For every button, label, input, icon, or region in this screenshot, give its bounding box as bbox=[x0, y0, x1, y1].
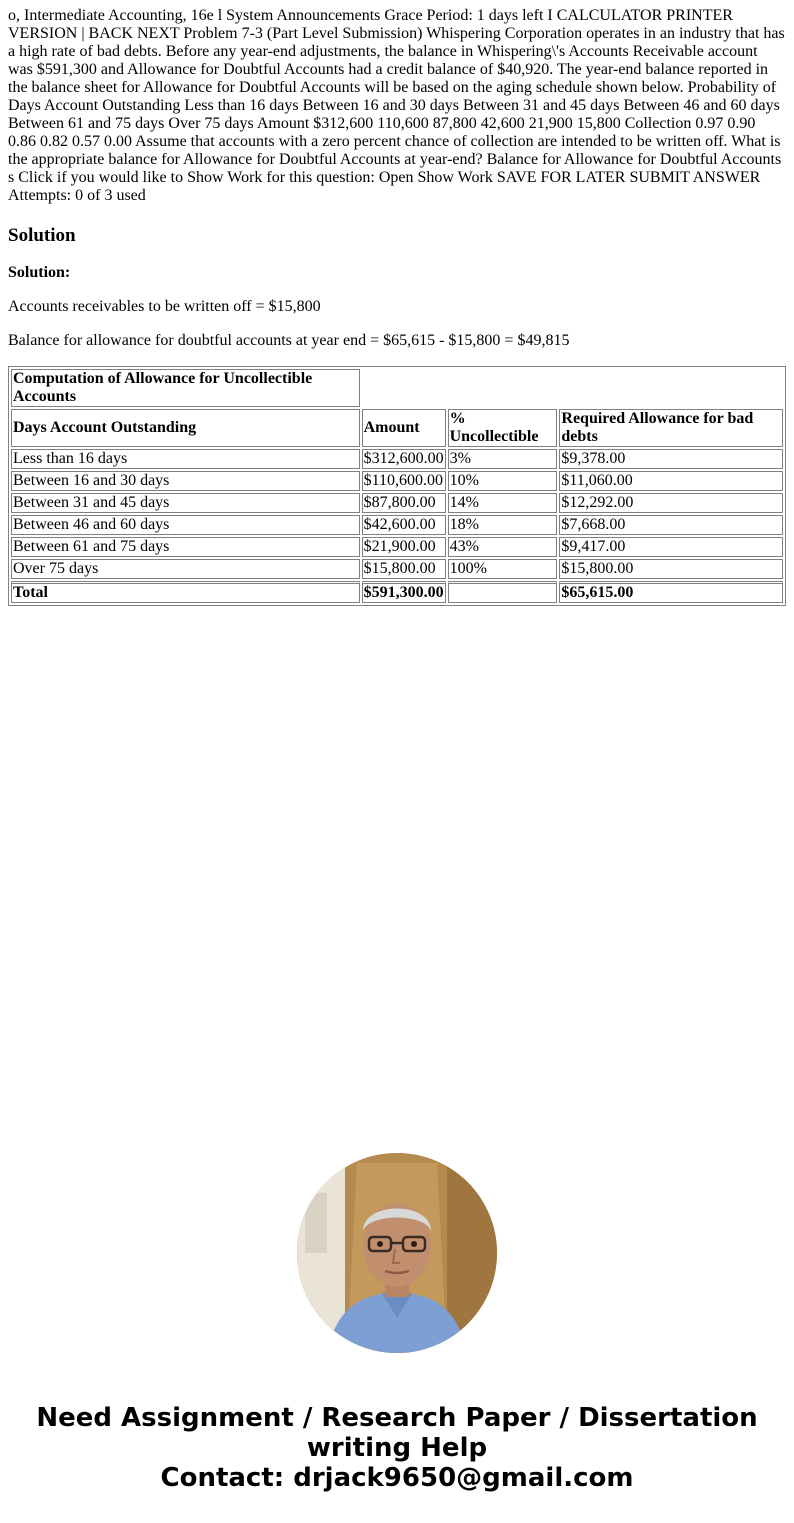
footer-line-2: writing Help bbox=[306, 1433, 488, 1463]
row-pct: 10% bbox=[448, 471, 558, 491]
table-title: Computation of Allowance for Uncollectible Accounts bbox=[11, 369, 360, 407]
footer-line-3: Contact: drjack9650@gmail.com bbox=[160, 1463, 634, 1493]
balance-line: Balance for allowance for doubtful accounts at year end = $65,615 - $15,800 = $49,815 bbox=[8, 332, 570, 349]
table-title-row bbox=[11, 369, 783, 407]
row-pct: 100% bbox=[448, 559, 558, 579]
table-row bbox=[11, 559, 783, 579]
row-pct: 43% bbox=[448, 537, 558, 557]
footer-contact bbox=[0, 1403, 794, 1493]
allowance-table bbox=[8, 366, 786, 606]
row-days: Less than 16 days bbox=[11, 449, 360, 469]
row-pct: 14% bbox=[448, 493, 558, 513]
writeoff-line: Accounts receivables to be written off = $15,800 bbox=[8, 298, 321, 315]
total-pct-empty bbox=[448, 581, 558, 603]
header-days: Days Account Outstanding bbox=[11, 409, 360, 447]
row-amount: $15,800.00 bbox=[362, 559, 446, 579]
table-row bbox=[11, 493, 783, 513]
table-row bbox=[11, 515, 783, 535]
header-required: Required Allowance for bad debts bbox=[559, 409, 783, 447]
total-required: $65,615.00 bbox=[559, 581, 783, 603]
row-days: Between 16 and 30 days bbox=[11, 471, 360, 491]
header-pct: % Uncollectible bbox=[448, 409, 558, 447]
row-required: $9,417.00 bbox=[559, 537, 783, 557]
row-amount: $312,600.00 bbox=[363, 450, 444, 467]
total-label: Total bbox=[11, 581, 360, 603]
row-required: $7,668.00 bbox=[559, 515, 783, 535]
row-required: $15,800.00 bbox=[559, 559, 783, 579]
table-row bbox=[11, 449, 783, 469]
row-days: Between 61 and 75 days bbox=[11, 537, 360, 557]
row-pct: 18% bbox=[448, 515, 558, 535]
row-required: $12,292.00 bbox=[559, 493, 783, 513]
total-amount: $591,300.00 bbox=[362, 581, 446, 603]
footer-line-1: Need Assignment / Research Paper / Dissertation bbox=[36, 1403, 758, 1433]
author-avatar bbox=[297, 1153, 497, 1353]
table-row bbox=[11, 471, 783, 491]
row-amount: $21,900.00 bbox=[362, 537, 446, 557]
solution-heading: Solution bbox=[8, 225, 76, 246]
table-total-row bbox=[11, 581, 783, 603]
row-days: Between 46 and 60 days bbox=[11, 515, 360, 535]
page-content bbox=[8, 7, 786, 606]
row-amount: $42,600.00 bbox=[362, 515, 446, 535]
table-header-row bbox=[11, 409, 783, 447]
author-portrait bbox=[297, 1153, 497, 1353]
table-row bbox=[11, 537, 783, 557]
row-days: Over 75 days bbox=[11, 559, 360, 579]
header-amount: Amount bbox=[362, 409, 446, 447]
row-amount: $110,600.00 bbox=[362, 471, 446, 491]
row-pct: 3% bbox=[448, 449, 558, 469]
row-days: Between 31 and 45 days bbox=[11, 493, 360, 513]
solution-label: Solution: bbox=[8, 264, 71, 281]
row-amount: $87,800.00 bbox=[362, 493, 446, 513]
row-required: $9,378.00 bbox=[559, 449, 783, 469]
question-text: o, Intermediate Accounting, 16e l System Announcements Grace Period: 1 days left I CALCULATOR PRINTER VERSION | BACK NEXT Problem 7-3 (Part Level Submission) Whispering Corporation operates in an industry that has a high rate of bad debts. Before any year-end adjustments, the balance in Whispering\'s Accounts Receivable account was $591,300 and Allowance for Doubtful Accounts had a credit balance of $40,920. The year-end balance reported in the balance sheet for Allowance for Doubtful Accounts will be based on the aging schedule shown below. Probability of Days Account Outstanding Less than 16 days Between 16 and 30 days Between 31 and 45 days Between 46 and 60 days Between 61 and 75 days Over 75 days Amount $312,600 110,600 87,800 42,600 21,900 15,800 Collection 0.97 0.90 0.86 0.82 0.57 0.00 Assume that accounts with a zero percent chance of collection are intended to be written off. What is the appropriate balance for Allowance for Doubtful Accounts at year-end? Balance for Allowance for Doubtful Accounts s Click if you would like to Show Work for this question: Open Show Work SAVE FOR LATER SUBMIT ANSWER Attempts: 0 of 3 used bbox=[8, 7, 785, 204]
row-required: $11,060.00 bbox=[559, 471, 783, 491]
